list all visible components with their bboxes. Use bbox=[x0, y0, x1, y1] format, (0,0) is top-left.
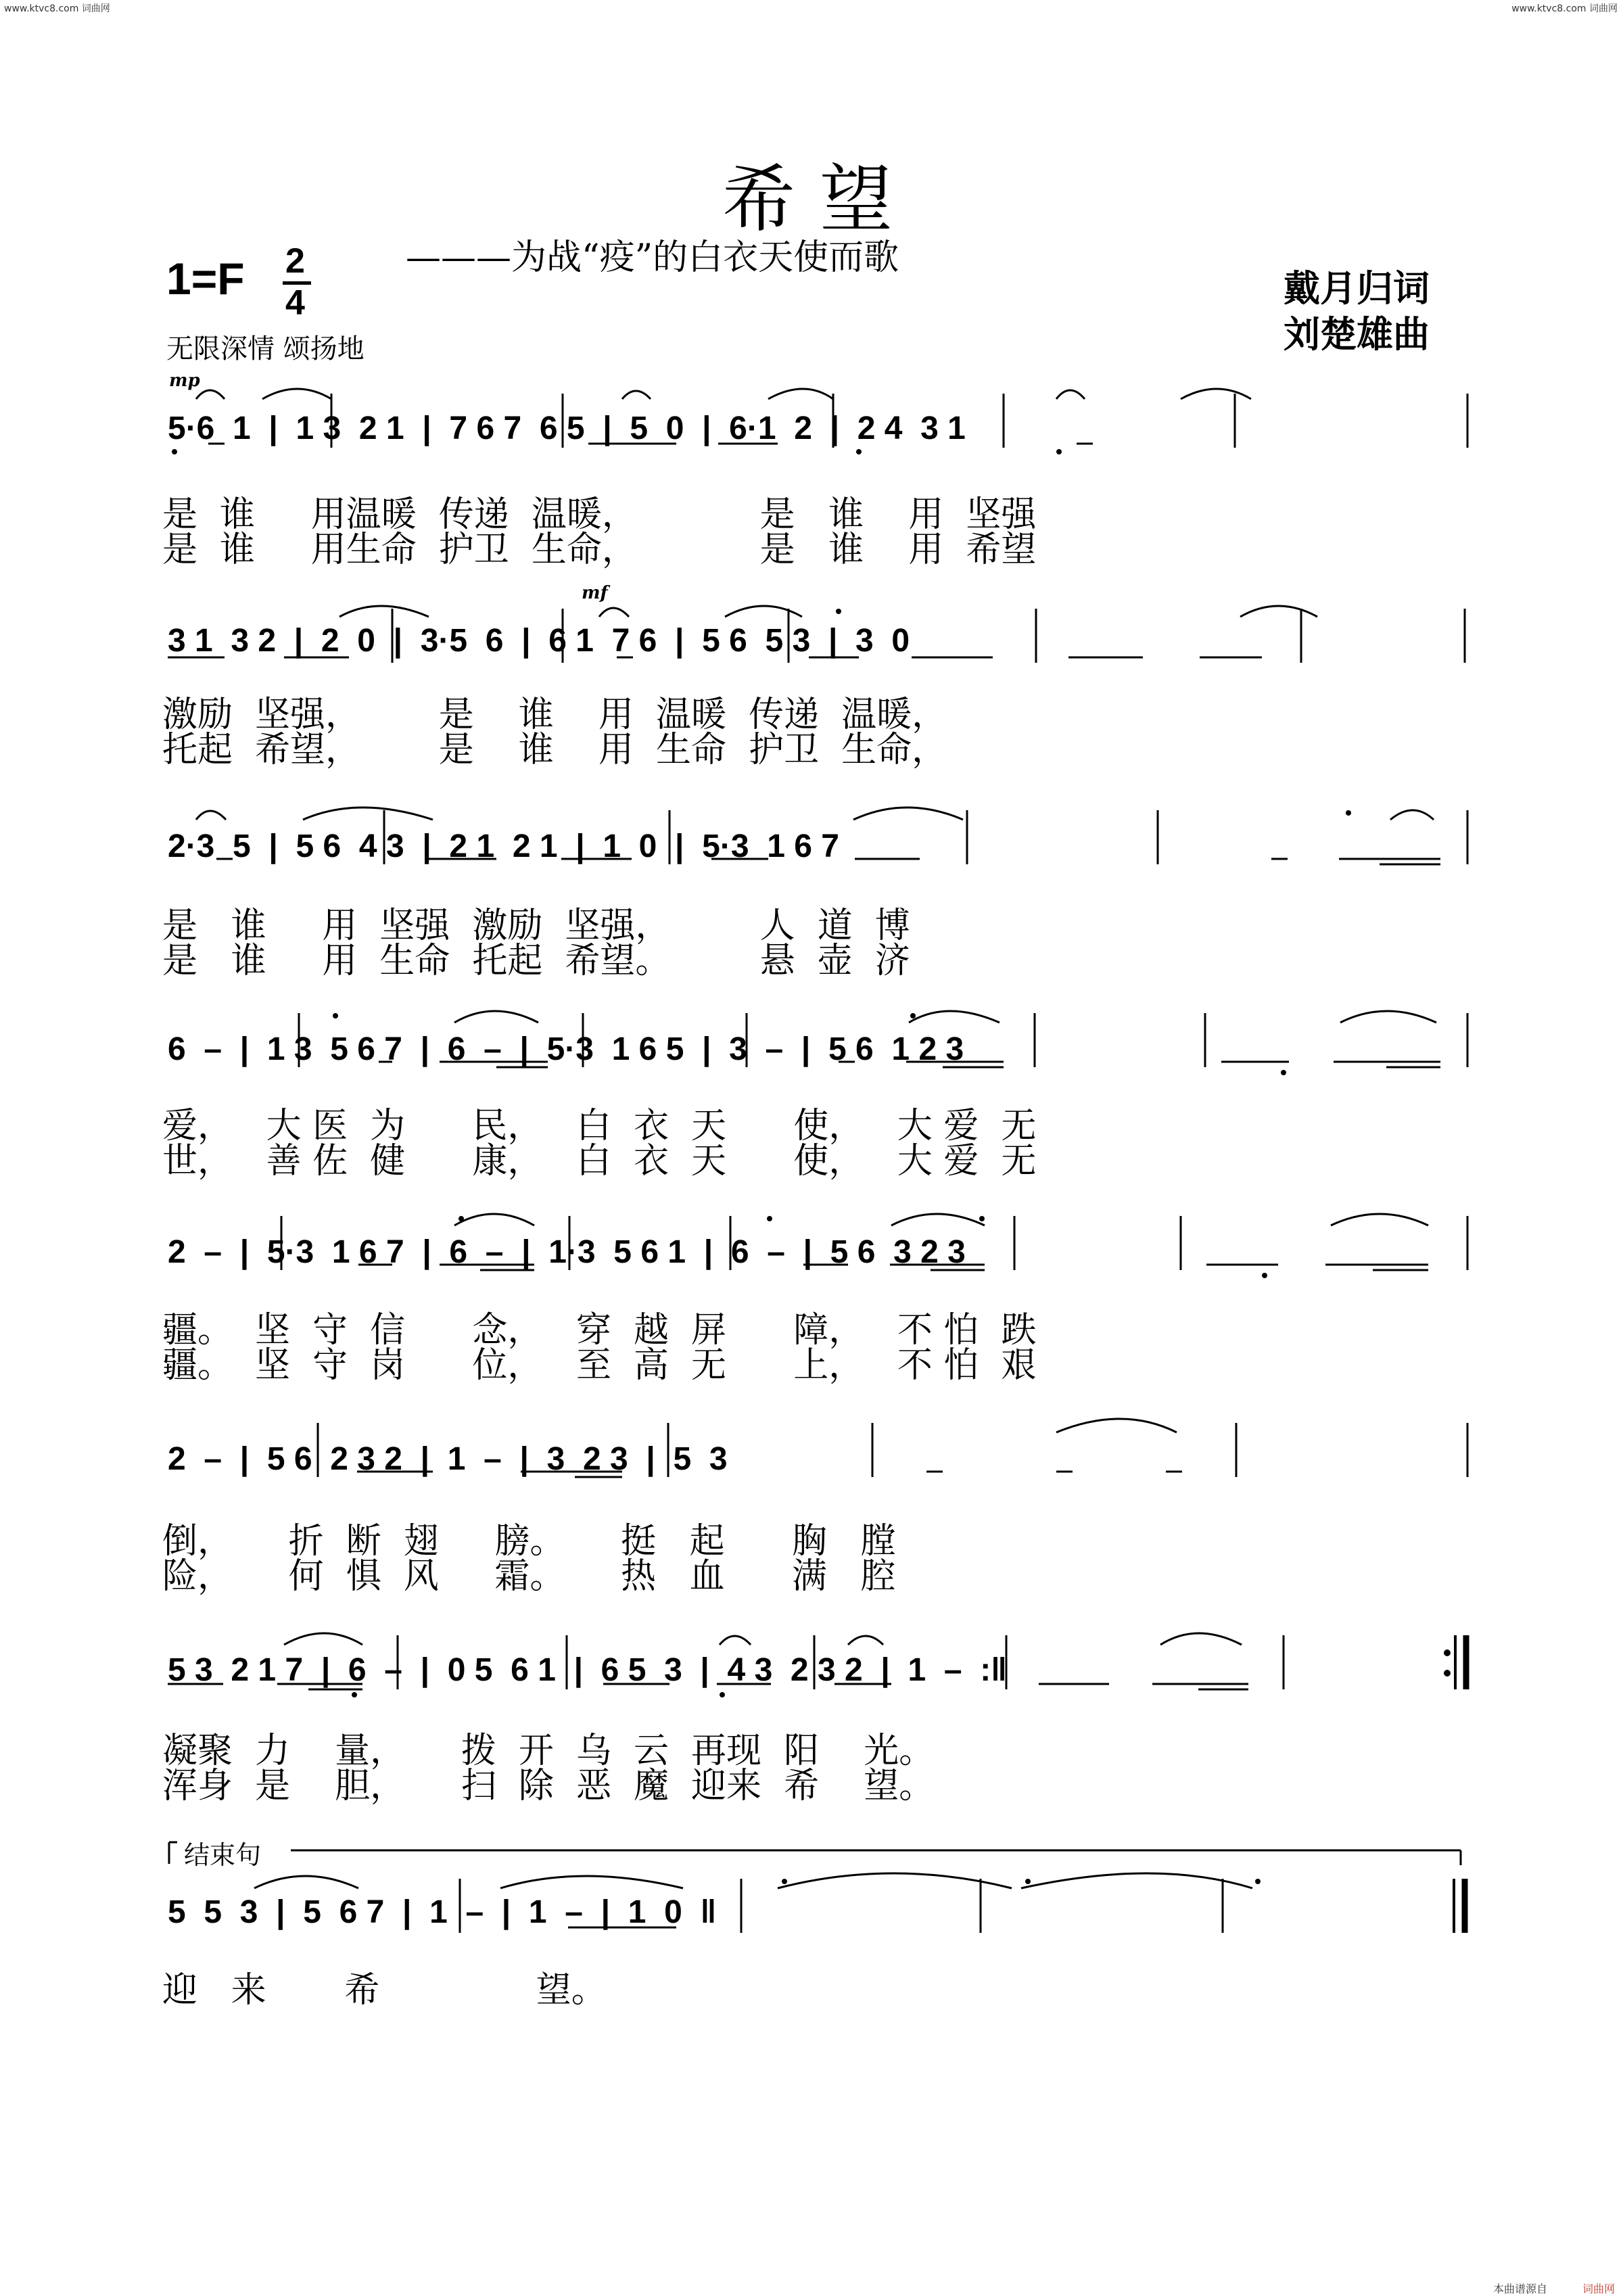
lyricist: 戴月归词 bbox=[1284, 266, 1430, 310]
system-6-lyrics-verse-2: 险， 何 惧 风 霜。 热 血 满 腔 bbox=[162, 1556, 896, 1597]
system-7-lyrics-verse-1: 凝聚 力 量， 拨 开 乌 云 再现 阳 光。 bbox=[162, 1731, 935, 1771]
system-6-notes: 2 – | 5 6 2 3 2 | 1 – | 3 2 3 | 5 3 bbox=[168, 1441, 728, 1477]
time-signature-bottom: 4 bbox=[285, 283, 305, 323]
tempo-marking: 无限深情 颂扬地 bbox=[166, 333, 364, 365]
header-left-site: www.ktvc8.com 词曲网 bbox=[4, 3, 110, 14]
system-8-notes: 5 5 3 | 5 6 7 | 1 – | 1 – | 1 0 ‖ bbox=[168, 1894, 717, 1930]
song-title: 希望 bbox=[722, 158, 918, 242]
system-3-lyrics-verse-1: 是 谁 用 坚强 激励 坚强， 人 道 博 bbox=[162, 906, 910, 946]
system-7-lyrics-verse-2: 浑身 是 胆， 扫 除 恶 魔 迎来 希 望。 bbox=[162, 1766, 935, 1806]
dynamic-mf: mf bbox=[582, 583, 608, 603]
system-1-notes: 5·6 1 | 1 3 2 1 | 7 6 7 6 5 | 5 0 | 6·1 2 | 2 4 3 1 bbox=[168, 411, 966, 446]
system-2-notes: 3 1 3 2 | 2 0 | 3·5 6 | 6 1 7 6 | 5 6 5 3 | 3 0 bbox=[168, 623, 910, 659]
song-subtitle: ———为战“疫”的白衣天使而歌 bbox=[406, 237, 899, 278]
system-6-lyrics-verse-1: 倒， 折 断 翅 膀。 挺 起 胸 膛 bbox=[162, 1521, 896, 1562]
system-1-lyrics-verse-1: 是 谁 用温暖 传递 温暖， 是 谁 用 坚强 bbox=[162, 494, 1037, 535]
footer-site-label[interactable]: 词曲网 bbox=[1582, 2282, 1616, 2295]
time-signature-top: 2 bbox=[285, 241, 305, 281]
system-3-lyrics-verse-2: 是 谁 用 生命 托起 希望。 悬 壶 济 bbox=[162, 941, 910, 981]
system-1-lyrics-verse-2: 是 谁 用生命 护卫 生命， 是 谁 用 希望 bbox=[162, 530, 1037, 570]
system-4-lyrics-verse-2: 世， 善 佐 健 康， 白 衣 天 使， 大 爱 无 bbox=[162, 1141, 1037, 1181]
ending-label: 结束句 bbox=[184, 1840, 262, 1870]
system-5-notes: 2 – | 5·3 1 6 7 | 6 – | 1·3 5 6 1 | 6 – | 5 6 3 2 3 bbox=[168, 1234, 966, 1270]
system-7-notes: 5 3 2 1 7 | 6 – | 0 5 6 1 | 6 5 3 | 4 3 2 3 2 | 1 – :‖ bbox=[168, 1652, 1008, 1688]
system-2-lyrics-verse-2: 托起 希望， 是 谁 用 生命 护卫 生命， bbox=[162, 730, 947, 770]
system-8-lyrics: 迎 来 希 望。 bbox=[162, 1970, 607, 2011]
header-right-site: www.ktvc8.com 词曲网 bbox=[1511, 3, 1618, 14]
system-5-lyrics-verse-2: 疆。 坚 守 岗 位， 至 高 无 上， 不 怕 艰 bbox=[162, 1345, 1037, 1386]
dynamic-mp: mp bbox=[169, 371, 200, 391]
system-5-lyrics-verse-1: 疆。 坚 守 信 念， 穿 越 屏 障， 不 怕 跌 bbox=[162, 1310, 1037, 1351]
composer: 刘楚雄曲 bbox=[1284, 312, 1430, 356]
system-3-notes: 2·3 5 | 5 6 4 3 | 2 1 2 1 | 1 0 | 5·3 1 6 7 bbox=[168, 828, 839, 864]
key-signature: 1=F bbox=[166, 254, 245, 304]
footer-source-label: 本曲谱源自 bbox=[1493, 2282, 1548, 2295]
system-4-lyrics-verse-1: 爱， 大 医 为 民， 白 衣 天 使， 大 爱 无 bbox=[162, 1106, 1037, 1146]
system-4-notes: 6 – | 1 3 5 6 7 | 6 – | 5·3 1 6 5 | 3 – | 5 6 1 2 3 bbox=[168, 1031, 964, 1067]
system-2-lyrics-verse-1: 激励 坚强， 是 谁 用 温暖 传递 温暖， bbox=[162, 695, 947, 735]
